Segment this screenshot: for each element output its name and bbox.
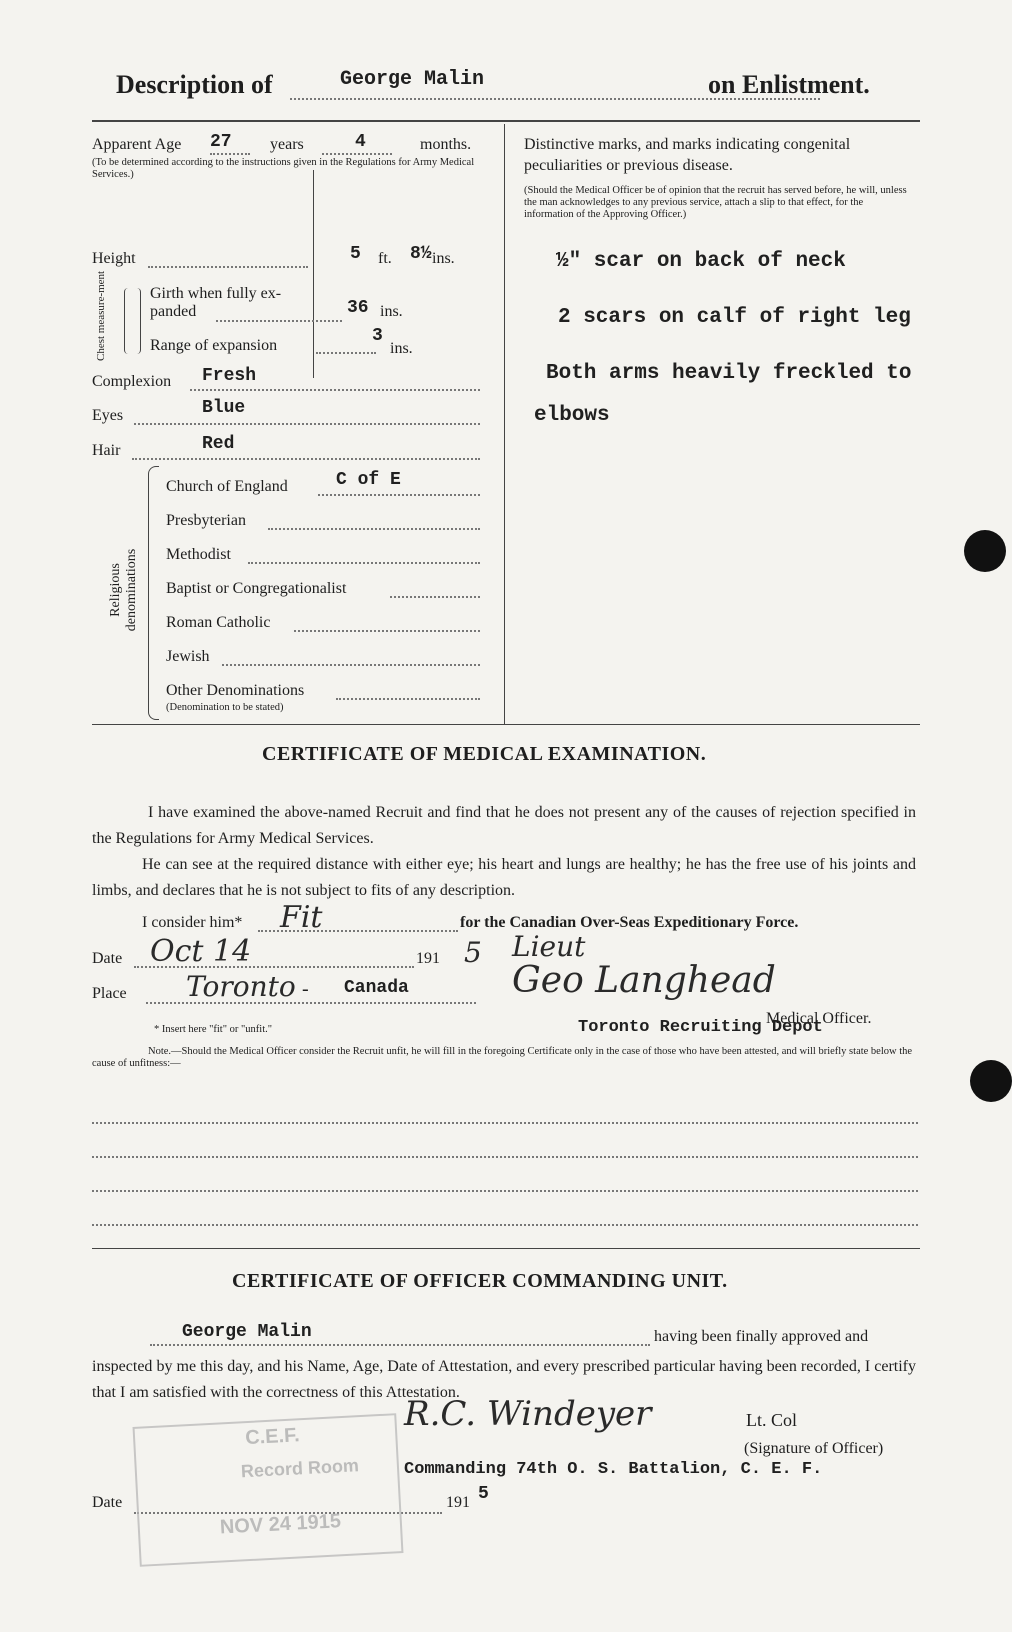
date-label: Date bbox=[92, 950, 123, 967]
religion-bracket bbox=[148, 466, 159, 720]
date-year-digit: 5 bbox=[464, 936, 482, 969]
received-stamp-line-2: Record Room bbox=[240, 1455, 360, 1482]
girth-value: 36 bbox=[347, 298, 369, 318]
unfit-line-1 bbox=[92, 1122, 918, 1124]
religion-baptist: Baptist or Congregationalist bbox=[166, 580, 347, 597]
chest-label: Chest measure-ment bbox=[95, 270, 107, 361]
place-dash: - bbox=[302, 978, 309, 1000]
age-months-value: 4 bbox=[355, 132, 366, 152]
rank-handwritten: Lieut bbox=[512, 930, 586, 963]
consider-suffix: for the Canadian Over-Seas Expeditionary Force. bbox=[460, 914, 799, 931]
eyes-value: Blue bbox=[202, 398, 246, 418]
months-label: months. bbox=[420, 136, 472, 153]
medical-officer-signature: Geo Langhead bbox=[512, 960, 776, 1001]
girth-label-2: panded bbox=[150, 303, 197, 320]
commanding-signature: R.C. Windeyer bbox=[404, 1394, 652, 1434]
fit-value: Fit bbox=[280, 900, 323, 935]
chest-brace-left bbox=[124, 288, 131, 354]
column-divider bbox=[504, 124, 505, 724]
title-prefix: Description of bbox=[116, 70, 273, 99]
range-label: Range of expansion bbox=[150, 337, 278, 354]
description-bottom-rule bbox=[92, 724, 920, 725]
religion-church-england: Church of England bbox=[166, 478, 288, 495]
height-ft-value: 5 bbox=[350, 244, 361, 264]
age-note: (To be determined according to the instructions given in the Regulations for Army Medical Services.) bbox=[92, 157, 475, 180]
unfit-note: Note.—Should the Medical Officer consider the Recruit unfit, he will fill in the foregoing Certificate only in the case of those who have been attested, and will briefly state below the cause of unfitness:— bbox=[92, 1046, 913, 1069]
unfit-line-2 bbox=[92, 1156, 918, 1158]
commanding-text-1: having been finally approved and bbox=[654, 1328, 869, 1345]
unit-stamp: Commanding 74th O. S. Battalion, C. E. F. bbox=[404, 1460, 823, 1479]
consider-prefix: I consider him* bbox=[142, 914, 243, 931]
years-label: years bbox=[270, 136, 304, 153]
punch-hole-top bbox=[964, 530, 1006, 572]
hair-label: Hair bbox=[92, 442, 121, 459]
religion-other-note: (Denomination to be stated) bbox=[166, 702, 284, 713]
commanding-recruit-name: George Malin bbox=[182, 1322, 312, 1342]
marks-heading-2: peculiarities or previous disease. bbox=[524, 157, 733, 174]
place-value: Toronto bbox=[186, 970, 296, 1003]
recruit-name: George Malin bbox=[340, 68, 485, 91]
received-stamp-line-1: C.E.F. bbox=[244, 1424, 301, 1450]
punch-hole-bottom bbox=[970, 1060, 1012, 1102]
age-label: Apparent Age bbox=[92, 136, 182, 153]
marks-line-2: 2 scars on calf of right leg bbox=[558, 306, 911, 329]
medical-officer-label: Medical Officer. bbox=[766, 1010, 872, 1027]
commanding-heading: CERTIFICATE OF OFFICER COMMANDING UNIT. bbox=[232, 1270, 728, 1292]
religion-presbyterian: Presbyterian bbox=[166, 512, 246, 529]
ft-label: ft. bbox=[378, 250, 392, 267]
religion-side-label-2: denominations bbox=[124, 548, 139, 632]
range-unit: ins. bbox=[390, 340, 413, 357]
marks-note: (Should the Medical Officer be of opinion that the recruit has served before, he will, unless the man acknowledges to any previous service, attach a slip to that effect, for the information of the Approving Officer.) bbox=[524, 185, 907, 220]
hair-value: Red bbox=[202, 434, 235, 454]
place-label: Place bbox=[92, 985, 127, 1002]
height-label: Height bbox=[92, 250, 136, 267]
page-title bbox=[116, 70, 906, 106]
religion-methodist: Methodist bbox=[166, 546, 231, 563]
measure-divider bbox=[313, 170, 314, 378]
religion-side-label-1: Religious bbox=[108, 563, 123, 617]
unfit-line-4 bbox=[92, 1224, 918, 1226]
commanding-year-digit: 5 bbox=[478, 1484, 489, 1504]
received-stamp bbox=[133, 1413, 404, 1567]
marks-line-3: Both arms heavily freckled to bbox=[546, 362, 912, 385]
medical-heading: CERTIFICATE OF MEDICAL EXAMINATION. bbox=[262, 743, 707, 765]
age-years-value: 27 bbox=[210, 132, 232, 152]
commanding-rank: Lt. Col bbox=[746, 1410, 798, 1430]
place-country: Canada bbox=[344, 978, 409, 998]
unfit-line-3 bbox=[92, 1190, 918, 1192]
religion-jewish: Jewish bbox=[166, 648, 210, 665]
marks-heading-1: Distinctive marks, and marks indicating congenital bbox=[524, 136, 851, 153]
signature-label: (Signature of Officer) bbox=[744, 1440, 884, 1457]
complexion-value: Fresh bbox=[202, 366, 257, 386]
girth-label-1: Girth when fully ex- bbox=[150, 285, 282, 302]
marks-line-1: ½" scar on back of neck bbox=[556, 250, 846, 273]
commanding-date-label: Date bbox=[92, 1494, 123, 1511]
chest-brace-right bbox=[134, 288, 141, 354]
date-year-prefix: 191 bbox=[416, 950, 440, 967]
commanding-text-2: inspected by me this day, and his Name, Age, Date of Attestation, and every prescribed particular having been recorded, I certify that I am satisfied with the correctness of this Attestation. bbox=[92, 1358, 916, 1401]
height-in-value: 8½ bbox=[410, 244, 432, 264]
complexion-label: Complexion bbox=[92, 373, 172, 390]
insert-note: * Insert here "fit" or "unfit." bbox=[154, 1024, 273, 1035]
depot-stamp: Toronto Recruiting Depot bbox=[578, 1018, 823, 1037]
ins-label: ins. bbox=[432, 250, 455, 267]
religion-roman-catholic: Roman Catholic bbox=[166, 614, 271, 631]
religion-church-england-value: C of E bbox=[336, 470, 401, 490]
medical-bottom-rule bbox=[92, 1248, 920, 1249]
medical-para-2: He can see at the required distance with either eye; his heart and lungs are healthy; he has the free use of his joints and limbs, and declares that he is not subject to fits of any description. bbox=[92, 856, 916, 899]
commanding-year-prefix: 191 bbox=[446, 1494, 470, 1511]
medical-para-1: I have examined the above-named Recruit and find that he does not present any of the causes of rejection specified in the Regulations for Army Medical Services. bbox=[92, 804, 916, 847]
age-row bbox=[92, 136, 181, 154]
title-suffix: on Enlistment. bbox=[708, 70, 870, 99]
date-value: Oct 14 bbox=[150, 934, 252, 969]
marks-line-4: elbows bbox=[534, 404, 610, 427]
received-stamp-line-3: NOV 24 1915 bbox=[219, 1510, 342, 1539]
range-value: 3 bbox=[372, 326, 383, 346]
religion-other: Other Denominations bbox=[166, 682, 305, 699]
eyes-label: Eyes bbox=[92, 407, 124, 424]
girth-unit: ins. bbox=[380, 303, 403, 320]
top-rule bbox=[92, 120, 920, 122]
